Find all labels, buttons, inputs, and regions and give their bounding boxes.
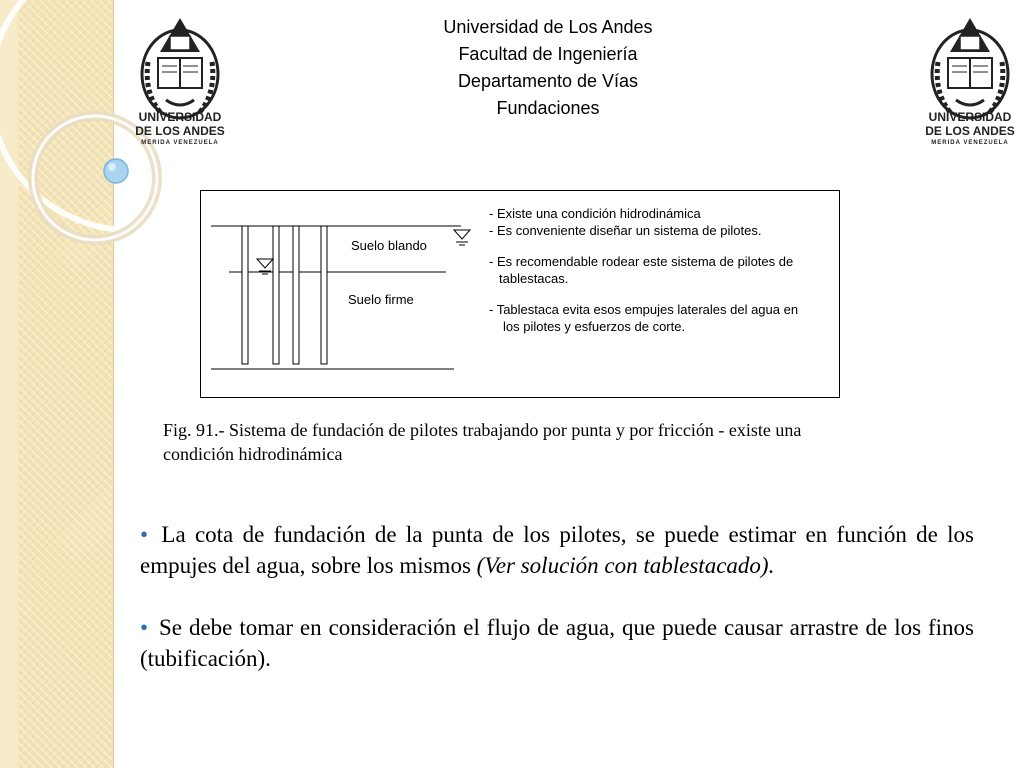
header-department: Departamento de Vías <box>457 71 639 91</box>
seal-andes-text: DE LOS ANDES <box>135 124 225 138</box>
figure-notes <box>489 205 834 335</box>
seal-university-text: UNIVERSIDAD <box>928 110 1012 124</box>
note-line: - Tablestaca evita esos empujes laterales del agua en <box>489 302 799 317</box>
header-course: Fundaciones <box>496 98 600 118</box>
bullet-paragraph <box>140 519 974 581</box>
label-soft-soil: Suelo blando <box>351 238 427 253</box>
caption-line: condición hidrodinámica <box>163 444 343 464</box>
seal-andes-text: DE LOS ANDES <box>925 124 1015 138</box>
blue-orb-icon <box>104 159 128 183</box>
bullet-icon: • <box>140 615 149 640</box>
note-line: tablestacas. <box>499 271 569 286</box>
header-faculty: Facultad de Ingeniería <box>458 44 638 64</box>
slide-header <box>380 14 716 122</box>
label-firm-soil: Suelo firme <box>348 292 414 307</box>
paragraph-italic-text: (Ver solución con tablestacado). <box>476 553 775 578</box>
note-line: - Es recomendable rodear este sistema de pilotes de <box>489 254 794 269</box>
pile-foundation-figure <box>200 190 840 398</box>
bullet-paragraph <box>140 612 974 674</box>
bullet-icon: • <box>140 522 149 547</box>
paragraph-text: La cota de fundación de la punta de los pilotes, se puede estimar en función de los empujes del agua, sobre los mismos <box>140 522 974 578</box>
seal-city-text: MERIDA VENEZUELA <box>931 140 1009 146</box>
slide-body <box>140 519 974 674</box>
seal-city-text: MERIDA VENEZUELA <box>141 140 219 146</box>
water-table-icon <box>454 230 470 245</box>
header-university: Universidad de Los Andes <box>443 17 653 37</box>
figure-caption <box>163 418 983 466</box>
note-line: los pilotes y esfuerzos de corte. <box>503 319 686 334</box>
paragraph-text: Se debe tomar en consideración el flujo de agua, que puede causar arrastre de los finos (tubificación). <box>140 615 975 671</box>
caption-line: Fig. 91.- Sistema de fundación de pilotes trabajando por punta y por fricción - existe una <box>163 420 802 440</box>
note-line: - Existe una condición hidrodinámica <box>489 206 701 221</box>
note-line: - Es conveniente diseñar un sistema de pilotes. <box>489 223 762 238</box>
university-seal-left <box>130 12 230 152</box>
seal-university-text: UNIVERSIDAD <box>138 110 222 124</box>
university-seal-right <box>920 12 1020 152</box>
